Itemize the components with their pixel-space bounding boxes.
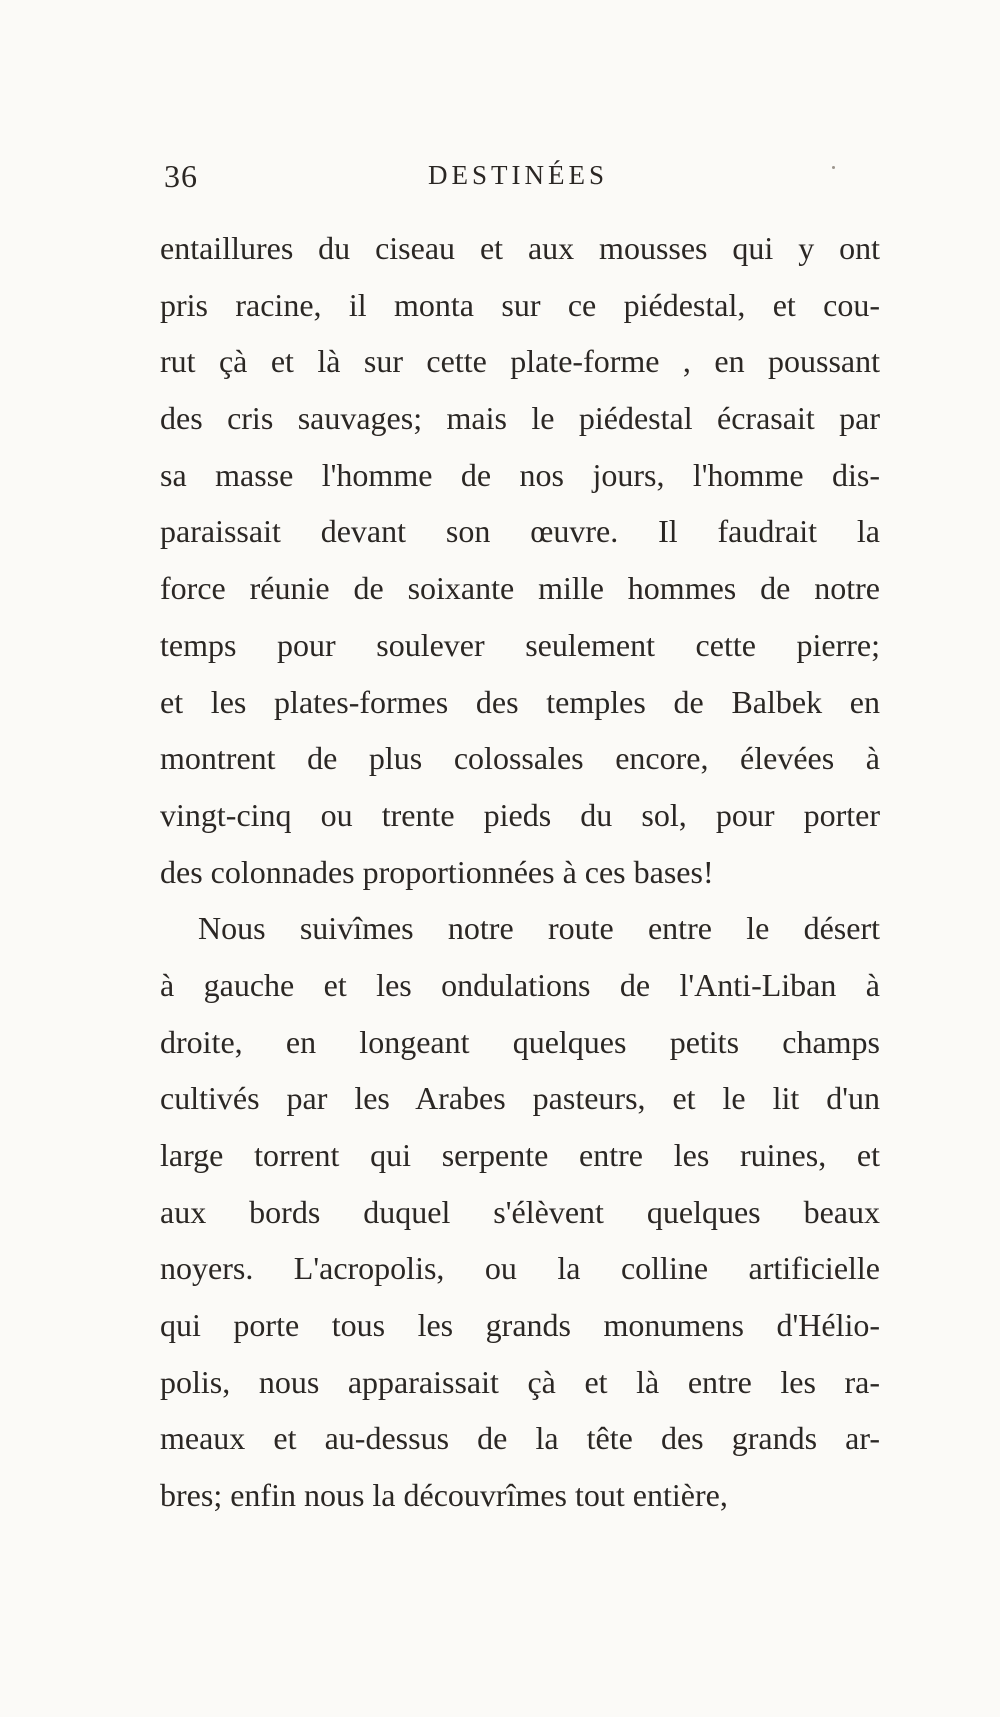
text-line: bres; enfin nous la découvrîmes tout entière,: [160, 1477, 728, 1514]
text-line: qui porte tous les grands monumens d'Hélio-: [160, 1307, 880, 1344]
text-line: rut çà et là sur cette plate-forme , en poussant: [160, 343, 880, 380]
page-header: [160, 158, 880, 198]
text-line: noyers. L'acropolis, ou la colline artificielle: [160, 1250, 880, 1287]
text-line: cultivés par les Arabes pasteurs, et le lit d'un: [160, 1080, 880, 1117]
text-line: aux bords duquel s'élèvent quelques beaux: [160, 1193, 880, 1230]
text-line: temps pour soulever seulement cette pierre;: [160, 626, 880, 663]
paragraph-start-line: Nous suivîmes notre route entre le désert: [198, 910, 880, 947]
text-line: vingt-cinq ou trente pieds du sol, pour porter: [160, 796, 880, 833]
text-line: à gauche et les ondulations de l'Anti-Liban à: [160, 966, 880, 1003]
text-line: droite, en longeant quelques petits champs: [160, 1023, 880, 1060]
text-line: polis, nous apparaissait çà et là entre les ra-: [160, 1363, 880, 1400]
text-line: des colonnades proportionnées à ces bases!: [160, 853, 714, 890]
page-number: 36: [164, 158, 198, 194]
text-line: montrent de plus colossales encore, élevées à: [160, 740, 880, 777]
text-line: meaux et au-dessus de la tête des grands ar-: [160, 1420, 880, 1457]
text-line: entaillures du ciseau et aux mousses qui y ont: [160, 230, 880, 266]
text-line: large torrent qui serpente entre les ruines, et: [160, 1137, 880, 1173]
text-line: sa masse l'homme de nos jours, l'homme dis-: [160, 456, 880, 493]
paper-speck: [832, 166, 835, 169]
body-text: [160, 220, 880, 1524]
running-title: DESTINÉES: [428, 160, 608, 190]
text-line: et les plates-formes des temples de Balbek en: [160, 683, 880, 720]
text-line: paraissait devant son œuvre. Il faudrait la: [160, 513, 880, 550]
text-line: des cris sauvages; mais le piédestal écrasait par: [160, 400, 880, 437]
text-line: pris racine, il monta sur ce piédestal, et cou-: [160, 286, 880, 323]
text-line: force réunie de soixante mille hommes de notre: [160, 570, 880, 607]
